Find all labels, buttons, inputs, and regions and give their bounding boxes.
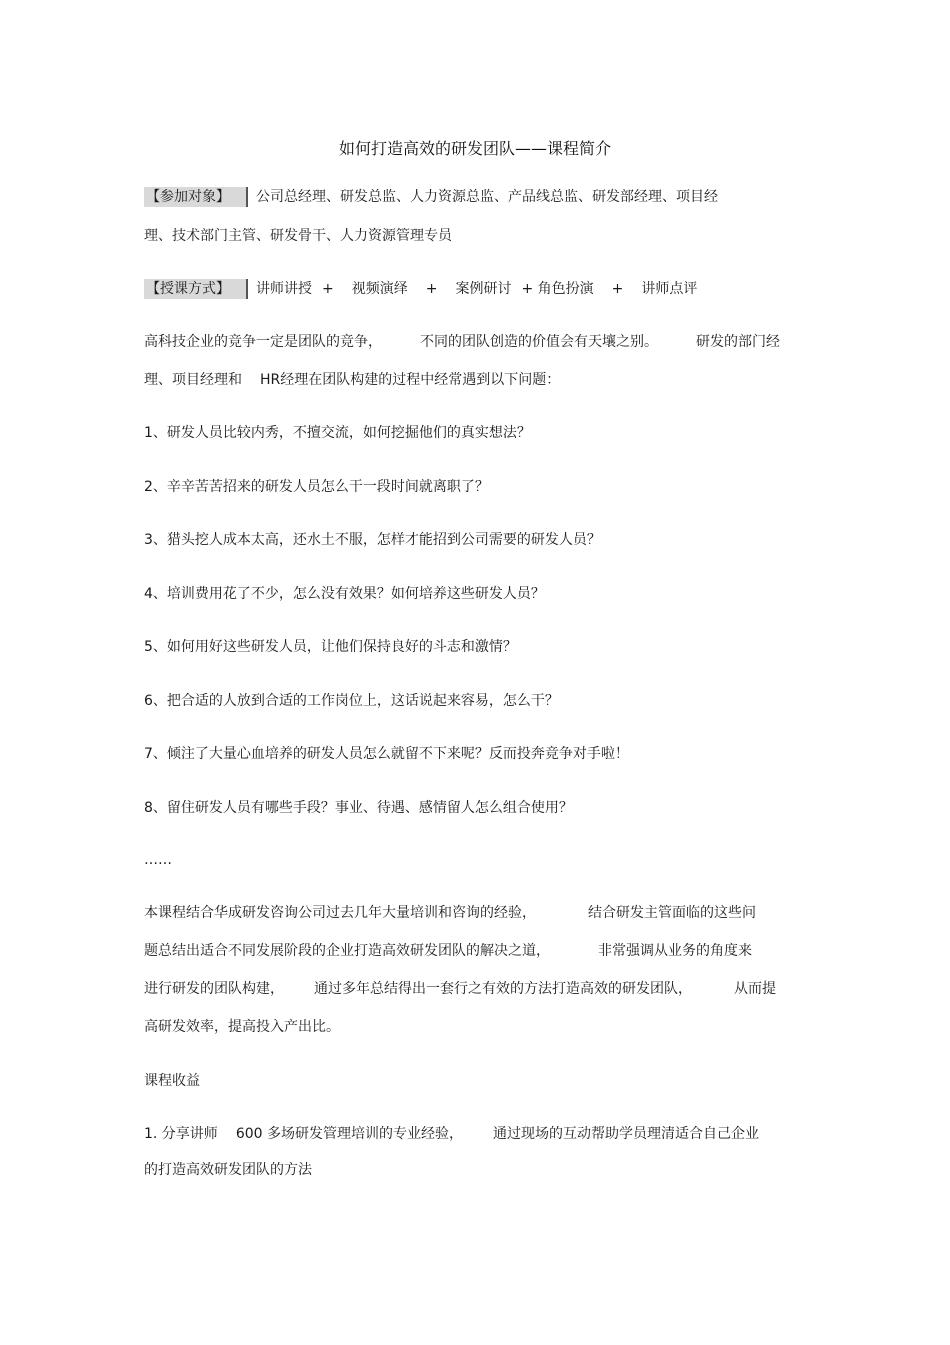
method-line: [144, 279, 697, 299]
page-title: 如何打造高效的研发团队——课程简介: [338, 139, 611, 158]
benefit-text: 600 多场研发管理培训的专业经验，: [235, 1126, 463, 1142]
summary-text: 本课程结合华成研发咨询公司过去几年大量培训和咨询的经验，: [144, 905, 536, 921]
method-item: +: [611, 281, 624, 297]
summary-text: 结合研发主管面临的这些问: [588, 905, 756, 921]
benefit-text: 1. 分享讲师: [144, 1126, 218, 1142]
question-item: 3、猎头挖人成本太高，还水土不服，怎样才能招到公司需要的研发人员？: [144, 532, 601, 548]
summary-line-3: [144, 979, 776, 999]
audience-tag: 【参加对象】: [144, 187, 248, 207]
method-tag: 【授课方式】: [144, 279, 248, 299]
method-item: 案例研讨: [455, 281, 512, 297]
audience-text-1: 公司总经理、研发总监、人力资源总监、产品线总监、研发部经理、项目经: [256, 189, 718, 205]
question-item: 1、研发人员比较内秀，不擅交流，如何挖掘他们的真实想法？: [144, 425, 531, 441]
intro-line-1: [144, 332, 780, 352]
summary-text: 题总结出适合不同发展阶段的企业打造高效研发团队的解决之道，: [144, 943, 550, 959]
question-item: 4、培训费用花了不少，怎么没有效果？如何培养这些研发人员？: [144, 586, 545, 602]
intro-text: HR经理在团队构建的过程中经常遇到以下问题：: [260, 372, 561, 388]
summary-text: 通过多年总结得出一套行之有效的方法打造高效的研发团队，: [314, 981, 692, 997]
intro-text: 高科技企业的竞争一定是团队的竞争，: [144, 334, 382, 350]
summary-line-4: 高研发效率，提高投入产出比。: [144, 1019, 340, 1035]
method-item: +: [425, 281, 438, 297]
question-item: 2、辛辛苦苦招来的研发人员怎么干一段时间就离职了？: [144, 479, 489, 495]
method-item: +: [322, 281, 334, 297]
summary-text: 从而提: [734, 981, 776, 997]
benefit-text: 通过现场的互动帮助学员理清适合自己企业: [492, 1126, 759, 1142]
intro-text: 研发的部门经: [696, 334, 780, 350]
intro-text: 理、项目经理和: [144, 372, 242, 388]
question-item: 5、如何用好这些研发人员，让他们保持良好的斗志和激情？: [144, 639, 517, 655]
benefit-item-1-line-2: 的打造高效研发团队的方法: [144, 1162, 312, 1178]
question-item: 8、留住研发人员有哪些手段？事业、待遇、感情留人怎么组合使用？: [144, 800, 573, 816]
intro-text: 不同的团队创造的价值会有天壤之别。: [420, 334, 658, 350]
benefits-heading: 课程收益: [144, 1073, 200, 1089]
question-item: 7、倾注了大量心血培养的研发人员怎么就留不下来呢？反而投奔竞争对手啦！: [144, 746, 629, 762]
intro-line-2: [144, 370, 560, 390]
summary-line-2: [144, 941, 752, 961]
audience-line-1: [144, 187, 718, 207]
summary-line-1: [144, 903, 756, 923]
summary-text: 非常强调从业务的角度来: [598, 943, 752, 959]
method-item: 视频演绎: [351, 281, 408, 297]
question-item: 6、把合适的人放到合适的工作岗位上，这话说起来容易，怎么干？: [144, 693, 559, 709]
benefit-item-1: [144, 1124, 759, 1144]
method-item: 讲师讲授: [256, 281, 312, 297]
method-item: 讲师点评: [641, 281, 698, 297]
summary-text: 进行研发的团队构建，: [144, 981, 284, 997]
method-item: + 角色扮演: [521, 281, 594, 297]
audience-line-2: 理、技术部门主管、研发骨干、人力资源管理专员: [144, 228, 452, 244]
ellipsis: ……: [144, 852, 172, 868]
